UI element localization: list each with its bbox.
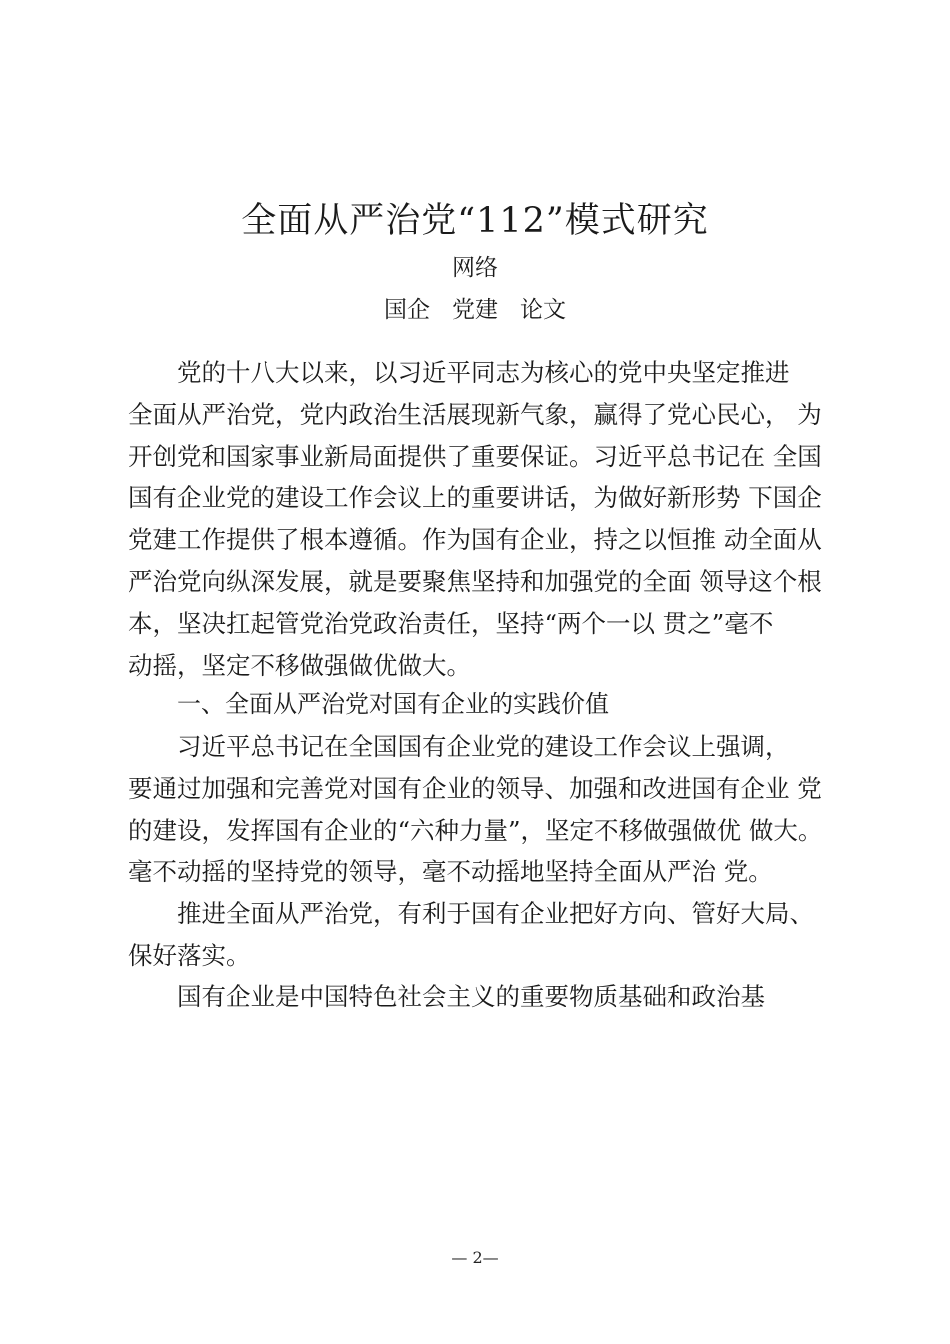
section-heading: 一、全面从严治党对国有企业的实践价值 — [177, 690, 609, 718]
paragraph-line: 习近平总书记在全国国有企业党的建设工作会议上强调， — [177, 732, 790, 761]
paragraph-line: 保好落实。 — [128, 940, 251, 970]
paragraph-line: 的建设，发挥国有企业的“六种力量”，坚定不移做强做优 做大。 — [128, 815, 823, 845]
paragraph-line: 毫不动摇的坚持党的领导，毫不动摇地坚持全面从严治 党。 — [128, 857, 773, 887]
paragraph-line: 开创党和国家事业新局面提供了重要保证。习近平总书记在 全国 — [128, 441, 822, 471]
paragraph-line: 本，坚决扛起管党治党政治责任，坚持“两个一以 贯之”毫不 — [128, 608, 774, 638]
paragraph-line: 全面从严治党，党内政治生活展现新气象，赢得了党心民心， 为 — [128, 399, 822, 429]
paragraph-line: 推进全面从严治党，有利于国有企业把好方向、管好大局、 — [177, 899, 814, 928]
document-tags — [0, 294, 950, 326]
paragraph-soe-foundation — [128, 976, 840, 1018]
document-title: 全面从严治党“112”模式研究 — [241, 201, 709, 241]
tag-item: 论文 — [520, 297, 566, 323]
paragraph-practice — [128, 726, 840, 893]
page-number: — 2— — [451, 1248, 499, 1267]
paragraph-line: 党的十八大以来，以习近平同志为核心的党中央坚定推进 — [177, 358, 790, 387]
paragraph-intro — [128, 352, 840, 686]
paragraph-line: 要通过加强和完善党对国有企业的领导、加强和改进国有企业 党 — [128, 773, 822, 803]
document-source: 网络 — [452, 255, 498, 281]
tag-item: 国企 — [384, 297, 430, 323]
paragraph-line: 国有企业是中国特色社会主义的重要物质基础和政治基 — [177, 982, 765, 1011]
paragraph-promote — [128, 893, 840, 977]
paragraph-line: 严治党向纵深发展，就是要聚焦坚持和加强党的全面 领导这个根 — [128, 566, 822, 596]
paragraph-line: 国有企业党的建设工作会议上的重要讲话，为做好新形势 下国企 — [128, 483, 822, 513]
paragraph-line: 党建工作提供了根本遵循。作为国有企业，持之以恒推 动全面从 — [128, 525, 822, 555]
tag-item: 党建 — [452, 297, 498, 323]
paragraph-line: 动摇，坚定不移做强做优做大。 — [128, 650, 471, 680]
